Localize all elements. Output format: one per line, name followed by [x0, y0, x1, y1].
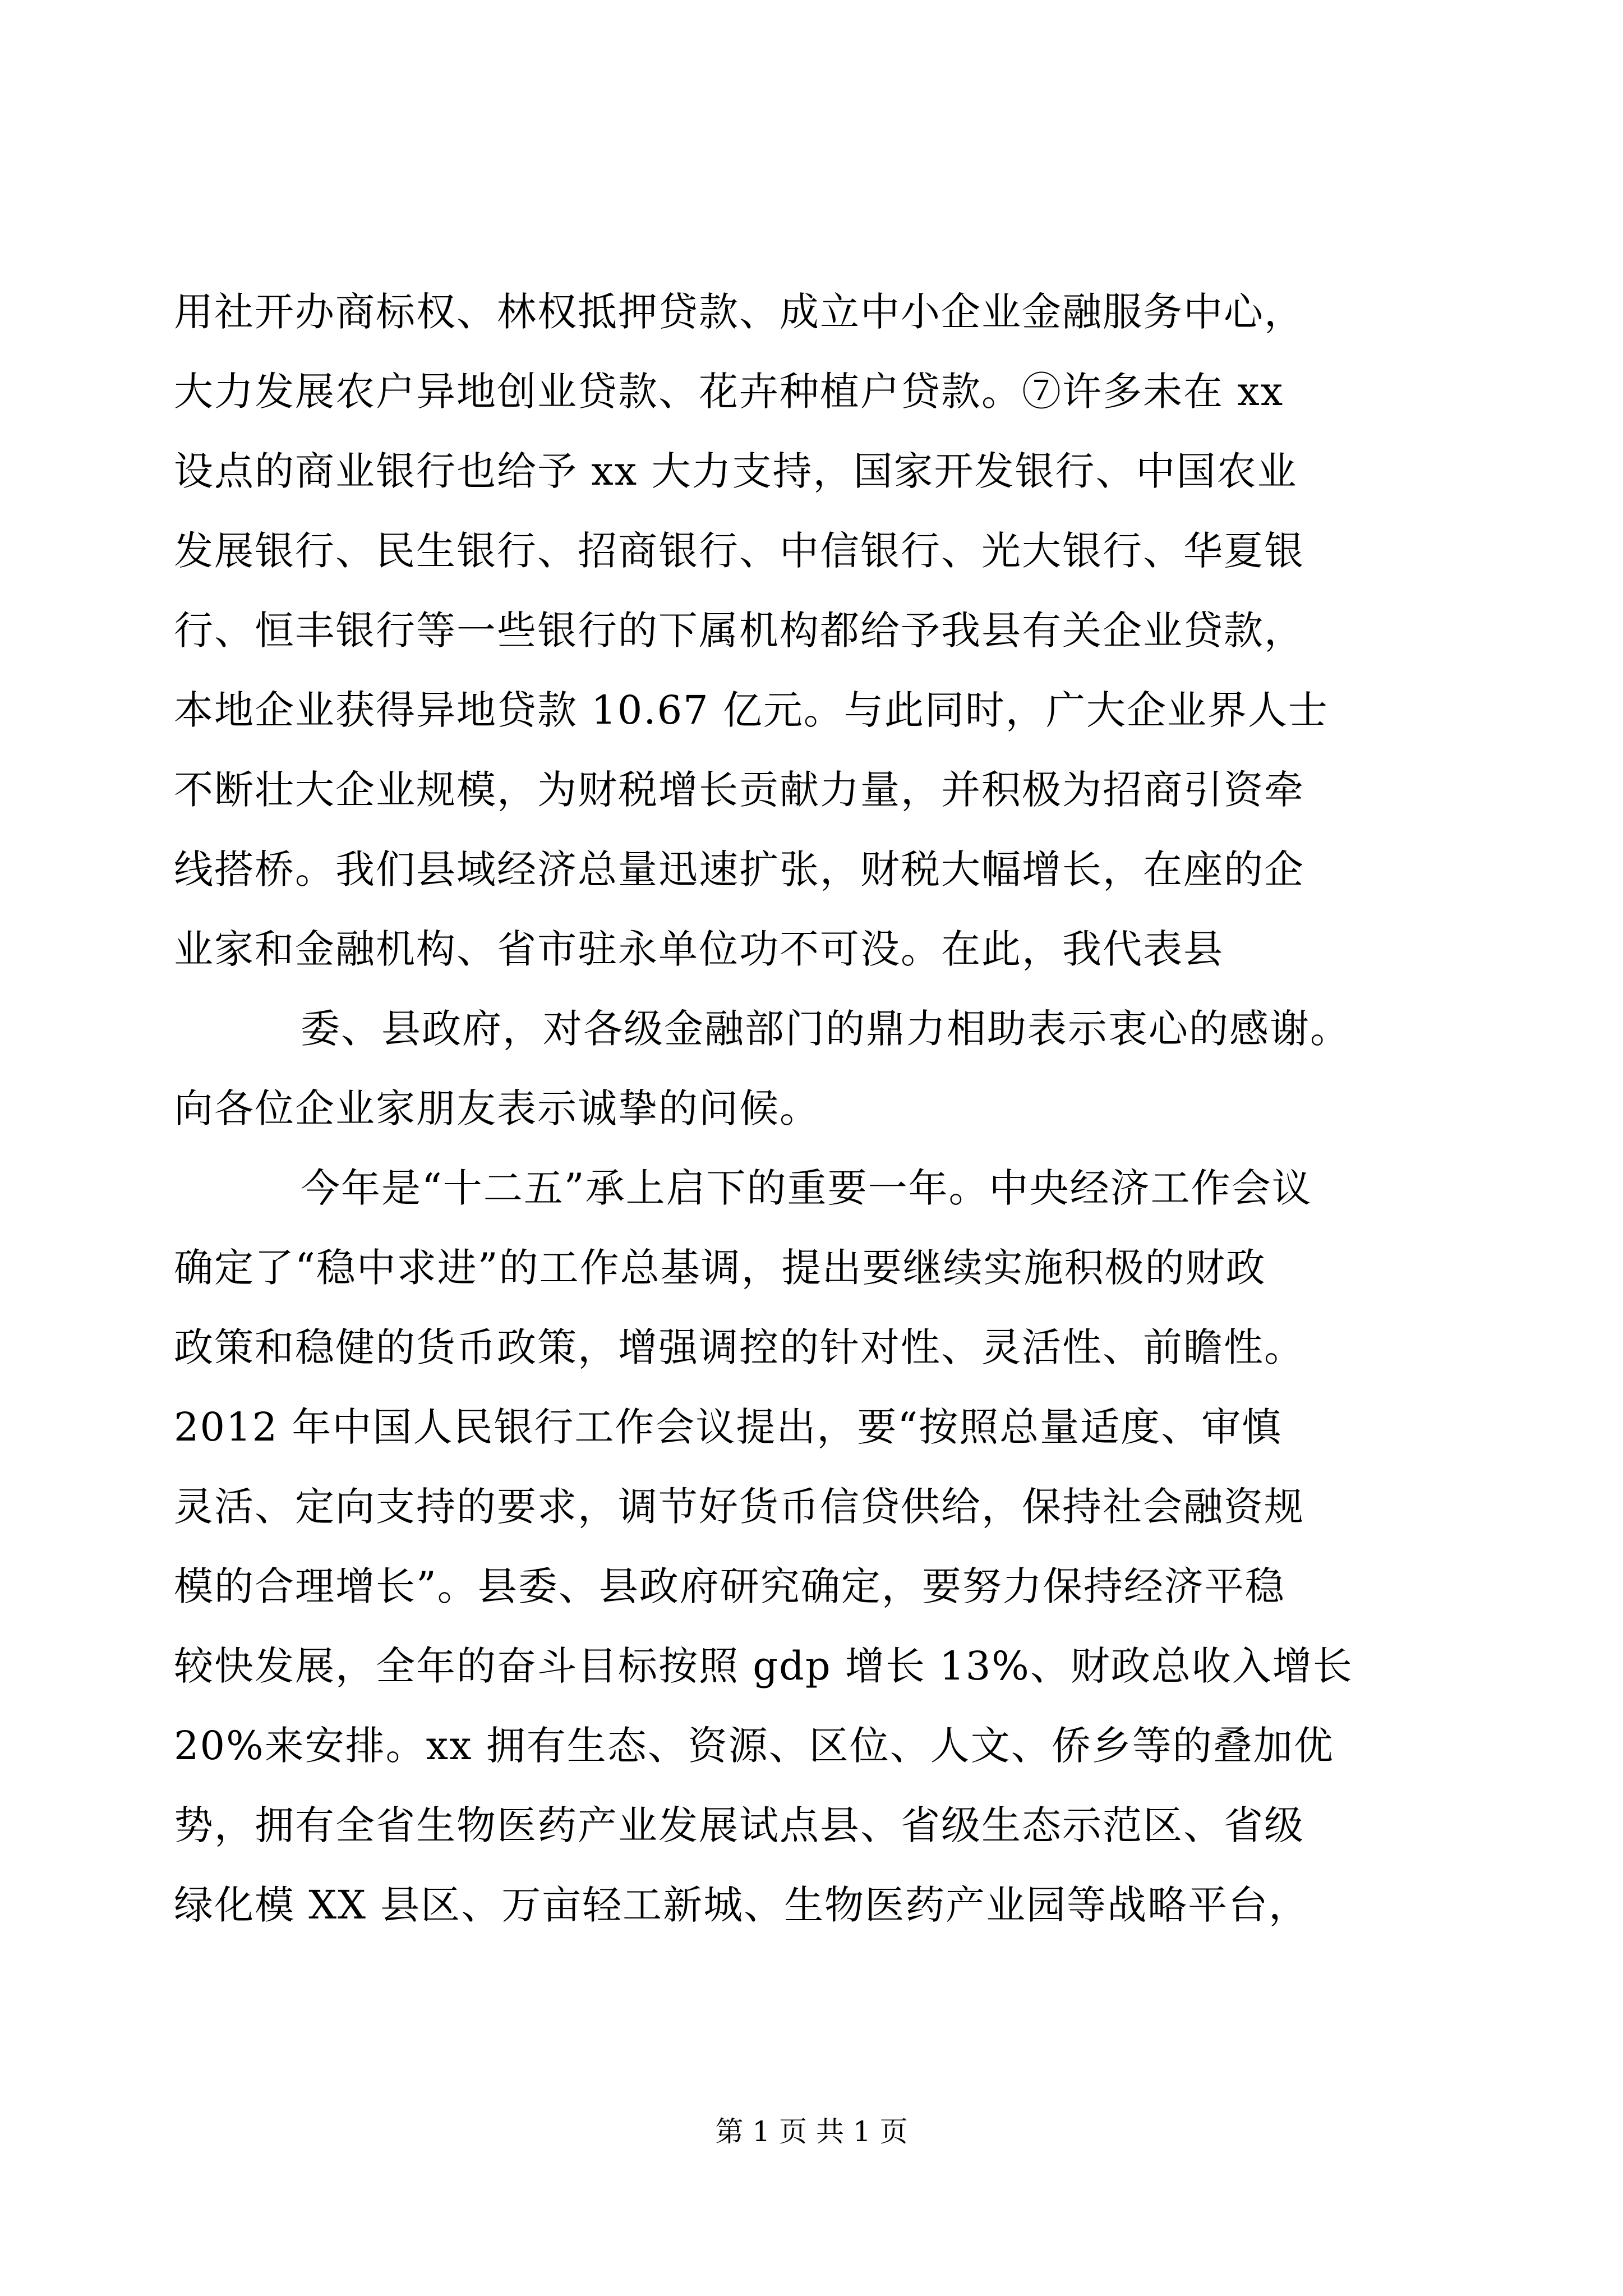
- text-line: 委、县政府，对各级金融部门的鼎力相助表示衷心的感谢。: [301, 1006, 1350, 1052]
- text-line: 大力发展农户异地创业贷款、花卉种植户贷款。⑦许多未在 xx: [174, 369, 1284, 415]
- text-line: 2012 年中国人民银行工作会议提出，要“按照总量适度、审慎: [174, 1404, 1283, 1450]
- text-line: 今年是“十二五”承上启下的重要一年。中央经济工作会议: [301, 1165, 1312, 1211]
- text-line: 向各位企业家朋友表示诚挚的问候。: [174, 1085, 820, 1131]
- text-line: 模的合理增长”。县委、县政府研究确定，要努力保持经济平稳: [174, 1563, 1285, 1609]
- text-line: 线搭桥。我们县域经济总量迅速扩张，财税大幅增长，在座的企: [174, 846, 1304, 892]
- text-line: 政策和稳健的货币政策，增强调控的针对性、灵活性、前瞻性。: [174, 1324, 1304, 1370]
- text-line: 不断壮大企业规模，为财税增长贡献力量，并积极为招商引资牵: [174, 767, 1304, 813]
- text-line: 本地企业获得异地贷款 10.67 亿元。与此同时，广大企业界人士: [174, 687, 1329, 733]
- text-line: 势，拥有全省生物医药产业发展试点县、省级生态示范区、省级: [174, 1802, 1304, 1848]
- text-line: 发展银行、民生银行、招商银行、中信银行、光大银行、华夏银: [174, 528, 1304, 574]
- text-line: 20%来安排。xx 拥有生态、资源、区位、人文、侨乡等的叠加优: [174, 1723, 1334, 1769]
- body-text: [174, 272, 1458, 1945]
- text-line: 业家和金融机构、省市驻永单位功不可没。在此，我代表县: [174, 926, 1224, 972]
- text-line: 灵活、定向支持的要求，调节好货币信贷供给，保持社会融资规: [174, 1484, 1304, 1530]
- text-line: 确定了“稳中求进”的工作总基调，提出要继续实施积极的财政: [174, 1245, 1266, 1291]
- text-line: 用社开办商标权、林权抵押贷款、成立中小企业金融服务中心，: [174, 289, 1304, 335]
- text-line: 绿化模 XX 县区、万亩轻工新城、生物医药产业园等战略平台，: [174, 1882, 1310, 1928]
- page-footer: 第 1 页 共 1 页: [715, 2115, 908, 2148]
- text-line: 设点的商业银行也给予 xx 大力支持，国家开发银行、中国农业: [174, 448, 1298, 494]
- text-line: 行、恒丰银行等一些银行的下属机构都给予我县有关企业贷款，: [174, 608, 1304, 654]
- text-line: 较快发展，全年的奋斗目标按照 gdp 增长 13%、财政总收入增长: [174, 1643, 1353, 1689]
